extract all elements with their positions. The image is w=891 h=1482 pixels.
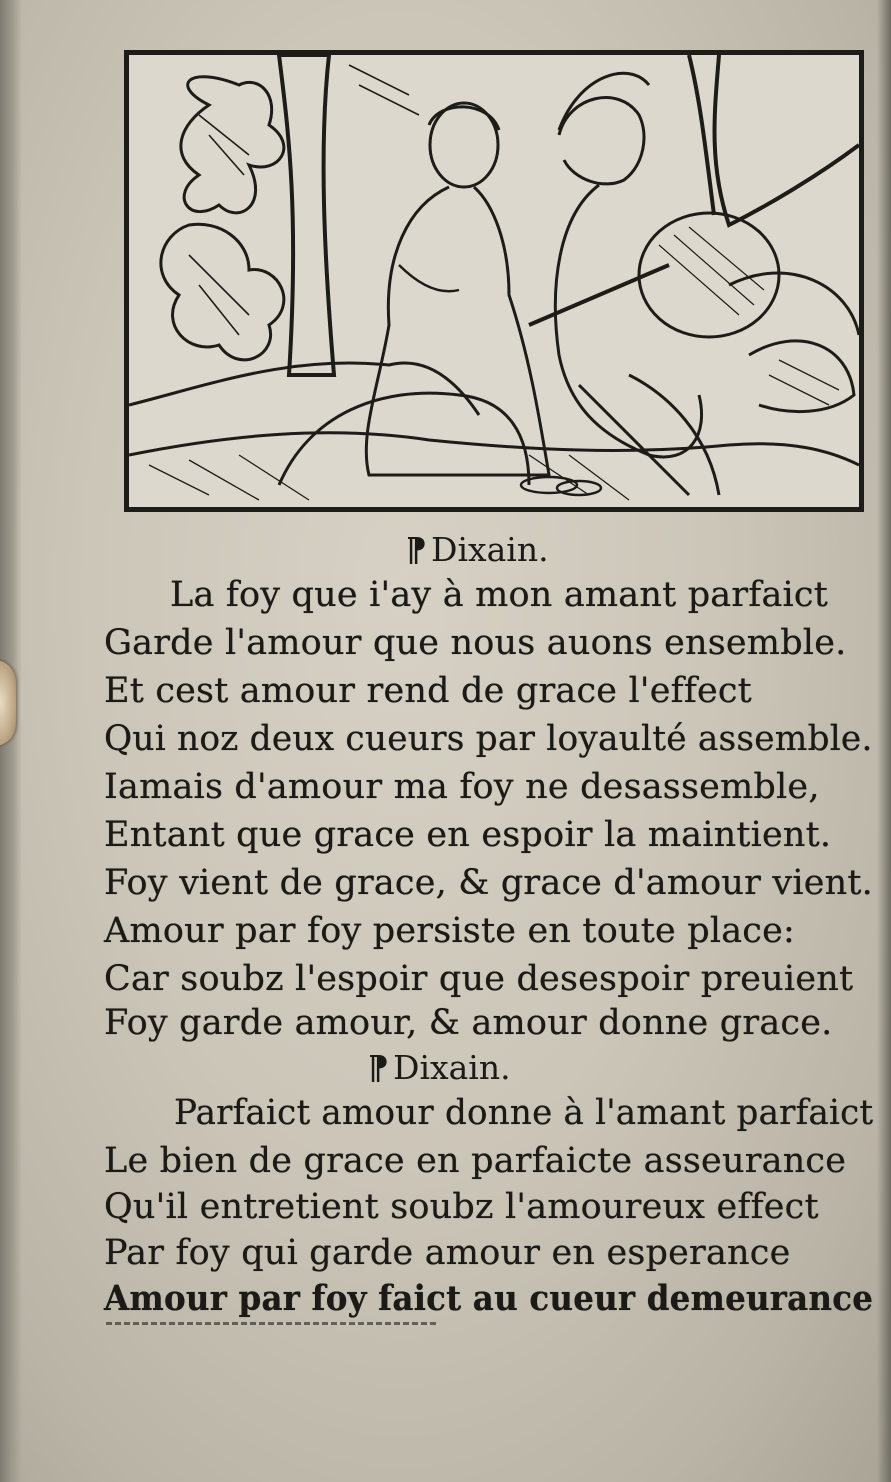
poem-line: Foy garde amour, & amour donne grace. [104,1003,833,1043]
poem-heading [368,1046,511,1090]
poem-line: Garde l'amour que nous auons ensemble. [104,623,847,663]
poem-line: Amour par foy persiste en toute place: [104,911,795,951]
poem-heading-text: Dixain. [393,1048,511,1087]
poem-heading-text: Dixain. [431,530,549,569]
poem-line: Car soubz l'espoir que desespoir preuient [104,959,854,999]
poem-line: Foy vient de grace, & grace d'amour vient. [104,863,873,903]
catchword-rule [106,1322,436,1325]
poem-line: Entant que grace en espoir la maintient. [104,815,832,855]
woodcut-illustration [124,50,864,512]
poem-heading [406,528,549,572]
poem-line: Parfaict amour donne à l'amant parfaict [174,1093,874,1133]
pilcrow-icon: ¶ [406,530,427,569]
poem-line: Le bien de grace en parfaicte asseurance [104,1141,847,1181]
pilcrow-icon: ¶ [368,1048,389,1087]
poem-line: Par foy qui garde amour en esperance [104,1233,791,1273]
poem-line: Amour par foy faict au cueur demeurance [104,1278,874,1319]
book-clasp [0,660,16,746]
page-edge-shadow [877,0,891,1482]
poem-line: Qui noz deux cueurs par loyaulté assemble. [104,719,873,759]
poem-line: La foy que i'ay à mon amant parfaict [170,575,828,615]
poem-line: Qu'il entretient soubz l'amoureux effect [104,1187,819,1227]
poem-line: Et cest amour rend de grace l'effect [104,671,752,711]
poem-line: Iamais d'amour ma foy ne desassemble, [104,767,820,807]
woodcut-lovers-illustration-icon [129,55,859,507]
